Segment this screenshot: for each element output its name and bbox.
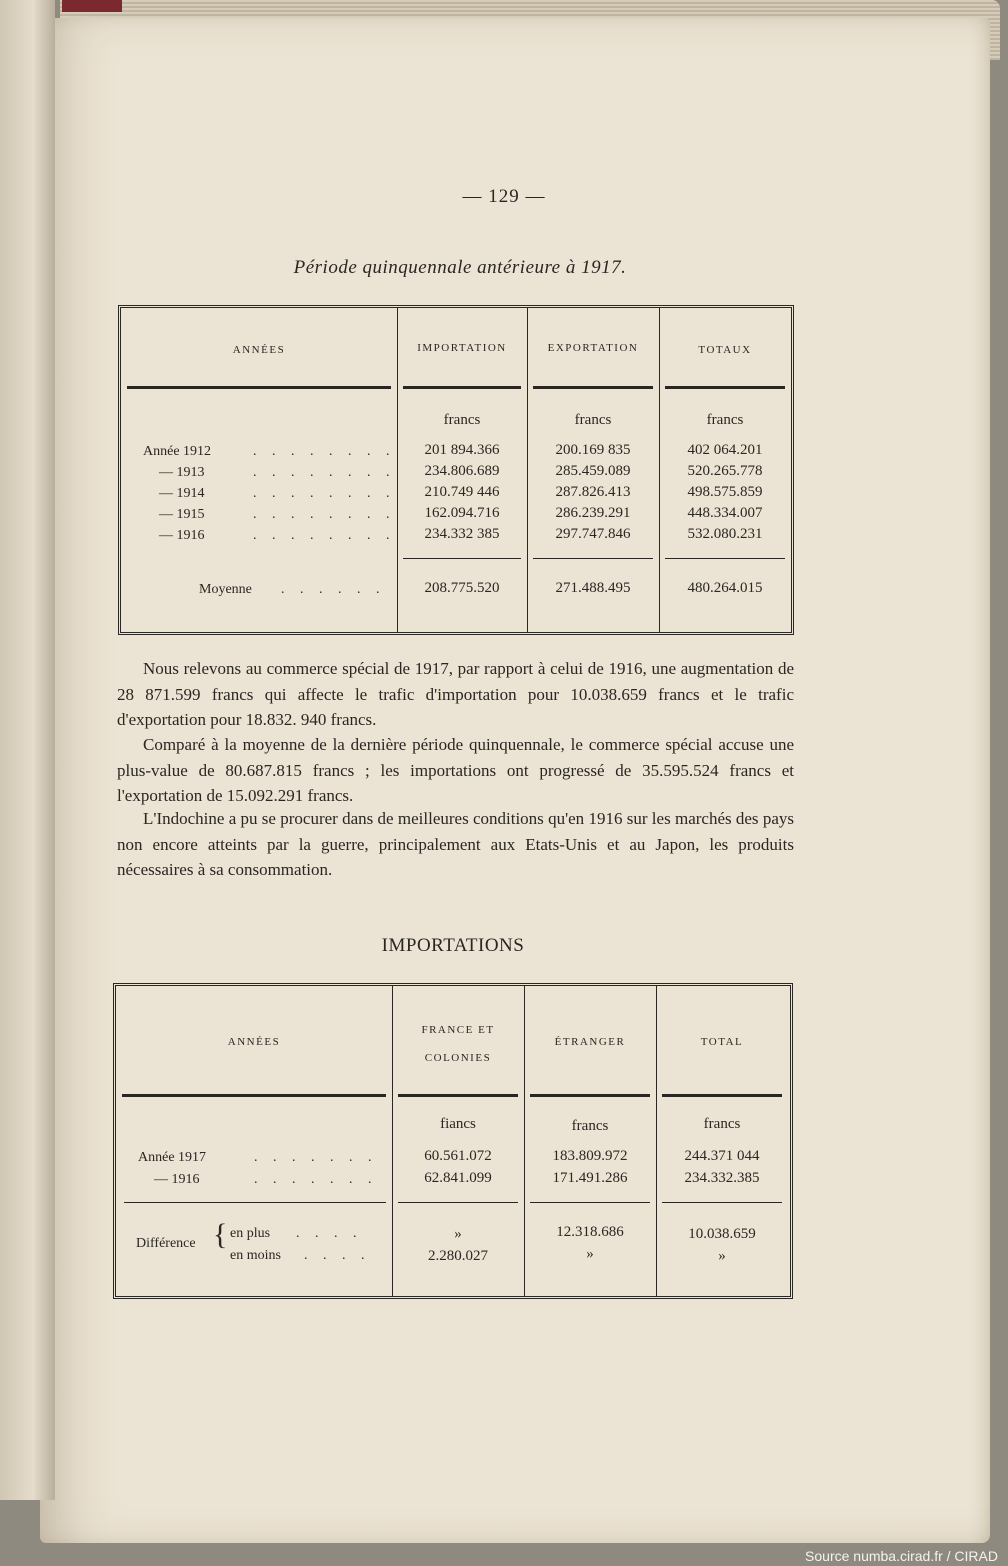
header-annees: ANNÉES	[232, 344, 286, 356]
cell-exportation: 286.239.291	[555, 505, 631, 521]
paragraph-3: L'Indochine a pu se procurer dans de meilleures conditions qu'en 1916 sur les marchés des pays non encore atteints par la guerre, principalement aux Etats-Unis et au Japon, les produits nécessaires à sa consommation.	[117, 809, 794, 879]
bookmark-ribbon	[62, 0, 122, 12]
unit-etranger: francs	[571, 1118, 609, 1134]
row-label: Année 1912	[143, 444, 212, 459]
row-label: Moyenne	[199, 582, 252, 597]
cell-france: »	[454, 1226, 462, 1242]
section-title: IMPORTATIONS	[381, 935, 525, 956]
cell-total: 10.038.659	[688, 1226, 756, 1242]
cell-totaux: 498.575.859	[687, 484, 763, 500]
cell-importation: 210.749 446	[424, 484, 500, 500]
cell-france: 2.280.027	[428, 1248, 488, 1264]
cell-exportation: 287.826.413	[555, 484, 631, 500]
row-label: — 1916	[159, 528, 205, 543]
table-importations: ANNÉES FRANCE ET COLONIES ÉTRANGER TOTAL fiancs francs francs Année 1917 . . . . . . . 60.561.072 183.809.972 244.371 044 — 1916 . . . . . . . 62.841.099 171.491.286 234.332.385 Différence { en plus . . . . en moins . . . . » 12.318.686 10.038.659 2.280.027 » »	[113, 983, 793, 1299]
period-title: Période quinquennale antérieure à 1917.	[293, 257, 627, 278]
cell-totaux: 532.080.231	[687, 526, 763, 542]
cell-totaux: 402 064.201	[687, 442, 763, 458]
row-sublabel-plus: en plus	[230, 1226, 271, 1241]
cell-france: 60.561.072	[424, 1148, 492, 1164]
cell-importation: 234.806.689	[424, 463, 500, 479]
row-label: — 1914	[159, 486, 205, 501]
cell-etranger: »	[586, 1246, 594, 1262]
brace: {	[213, 1218, 228, 1251]
table-quinquennial: ANNÉES IMPORTATION EXPORTATION TOTAUX francs francs francs Année 1912 . . . . . . . . 201 894.366 200.169 835 402 064.201 — 1913 . . . . . . . . 234.806.689 285.459.089 520.265.778 — 1914 . . . . . . . . 210.749 446 287.826.413 498.575.859 — 1915 . . . . . . . . 162.094.716 286.239.291 448.334.007 — 1916 . . . . . . . . 234.332 385 297.747.846 532.080.231 Moyenne . . . . . . 208.775.520 271.488.495 480.264.015	[118, 305, 794, 635]
unit-france: fiancs	[440, 1116, 476, 1132]
header-etranger: ÉTRANGER	[554, 1036, 626, 1048]
unit-exportation: francs	[574, 412, 612, 428]
page-number: — 129 —	[462, 186, 546, 207]
header-totaux: TOTAUX	[698, 344, 752, 356]
cell-exportation: 297.747.846	[555, 526, 631, 542]
cell-etranger: 171.491.286	[552, 1170, 628, 1186]
cell-exportation: 200.169 835	[555, 442, 631, 458]
row-label: — 1915	[159, 507, 205, 522]
cell-importation: 208.775.520	[424, 580, 500, 596]
header-exportation: EXPORTATION	[547, 342, 639, 354]
cell-totaux: 448.334.007	[687, 505, 763, 521]
row-sublabel-moins: en moins	[230, 1248, 281, 1263]
left-page-fold	[0, 0, 55, 1500]
cell-exportation: 271.488.495	[555, 580, 631, 596]
row-label: Année 1917	[138, 1150, 207, 1165]
header-france: FRANCE ET	[421, 1024, 495, 1036]
cell-etranger: 12.318.686	[556, 1224, 624, 1240]
header-annees: ANNÉES	[227, 1036, 281, 1048]
cell-france: 62.841.099	[424, 1170, 492, 1186]
paragraph-1: Nous relevons au commerce spécial de 1917, par rapport à celui de 1916, une augmentation de 28 871.599 francs qui affecte le trafic d'importation pour 10.038.659 francs et le trafic d'exportation pour 18.832. 940 francs.	[117, 659, 794, 729]
cell-totaux: 520.265.778	[687, 463, 763, 479]
row-label: — 1916	[154, 1172, 200, 1187]
header-importation: IMPORTATION	[417, 342, 507, 354]
cell-importation: 201 894.366	[424, 442, 500, 458]
source-credit: Source numba.cirad.fr / CIRAD	[805, 1548, 998, 1564]
row-label: — 1913	[159, 465, 205, 480]
cell-etranger: 183.809.972	[552, 1148, 628, 1164]
cell-totaux: 480.264.015	[687, 580, 763, 596]
header-total: TOTAL	[700, 1036, 744, 1048]
unit-totaux: francs	[706, 412, 744, 428]
cell-total: »	[718, 1248, 726, 1264]
cell-total: 234.332.385	[684, 1170, 760, 1186]
unit-importation: francs	[443, 412, 481, 428]
paragraph-2: Comparé à la moyenne de la dernière période quinquennale, le commerce spécial accuse une plus-value de 80.687.815 francs ; les importations ont progressé de 35.595.524 francs et l'exportation de 15.092.291 francs.	[117, 735, 794, 805]
cell-importation: 162.094.716	[424, 505, 500, 521]
cell-total: 244.371 044	[684, 1148, 760, 1164]
header-colonies: COLONIES	[424, 1052, 492, 1064]
cell-importation: 234.332 385	[424, 526, 500, 542]
unit-total: francs	[703, 1116, 741, 1132]
cell-exportation: 285.459.089	[555, 463, 631, 479]
row-label: Différence	[136, 1236, 196, 1251]
